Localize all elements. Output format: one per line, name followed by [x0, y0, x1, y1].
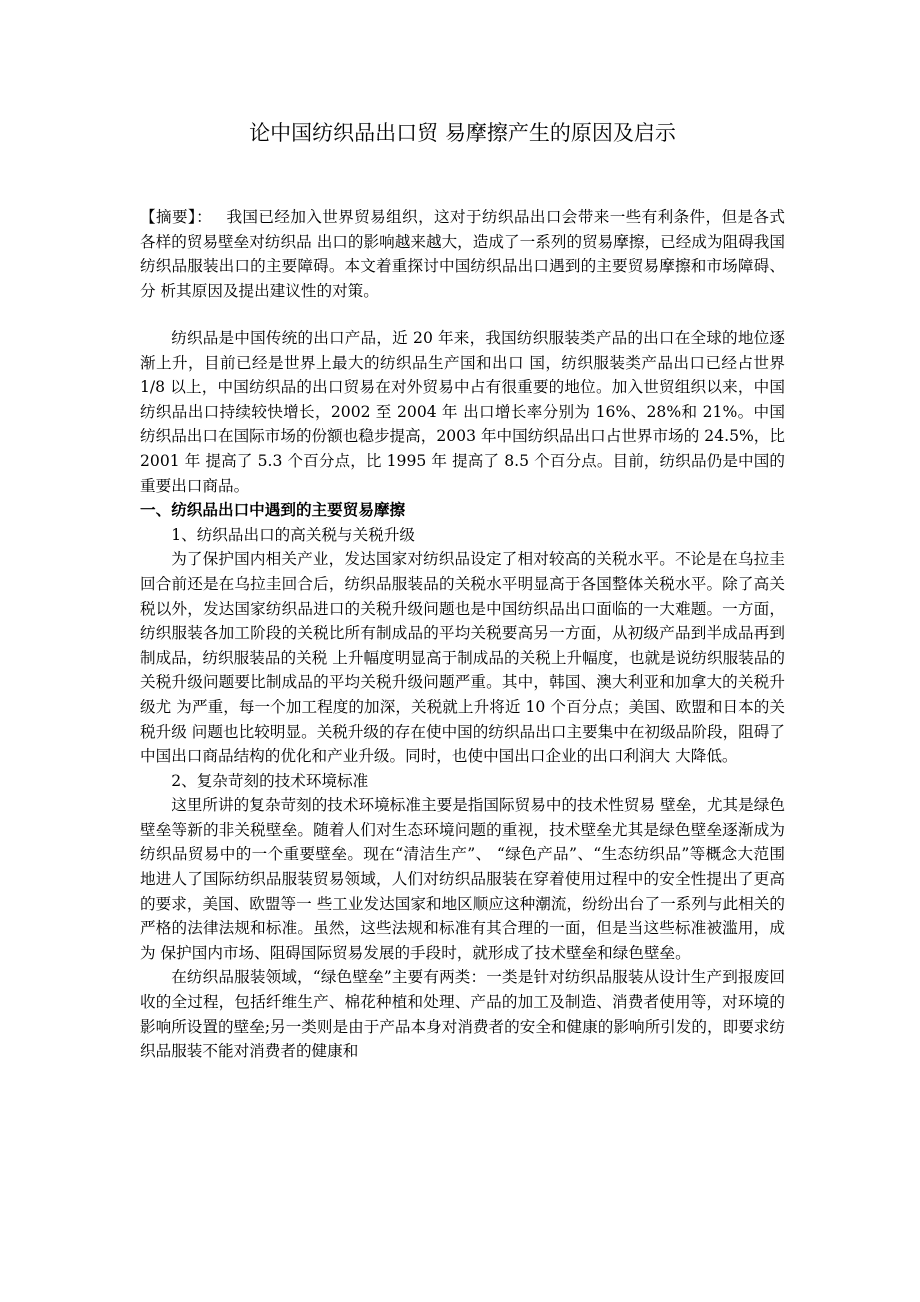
- section-heading: 一、纺织品出口中遇到的主要贸易摩擦: [140, 501, 406, 520]
- document-title: 论中国纺织品出口贸 易摩擦产生的原因及启示: [249, 121, 676, 145]
- green-barrier-paragraph: 在纺织品服装领域，“绿色壁垒”主要有两类：一类是针对纺织品服装从设计生产到报废回收的全过程，包括纤维生产、棉花种植和处理、产品的加工及制造、消费者使用等，对环境的影响所设置的壁垒;另一类则是由于产品本身对消费者的安全和健康的影响所引发的，即要求纺织品服装不能对消费者的健康和: [140, 968, 785, 1061]
- abstract-label: 【摘要】：: [140, 208, 213, 226]
- subsection-heading: 2、复杂苛刻的技术环境标准: [171, 771, 369, 790]
- document-body: [140, 326, 785, 1064]
- subsection-heading: 1、纺织品出口的高关税与关税升级: [171, 525, 416, 544]
- abstract-text: 我国已经加入世界贸易组织，这对于纺织品出口会带来一些有利条件，但是各式各样的贸易壁垒对纺织品 出口的影响越来越大，造成了一系列的贸易摩擦，已经成为阻碍我国纺织品服装出口的主要障碍。本文着重探讨中国纺织品出口遇到的主要贸易摩擦和市场障碍、分 析其原因及提出建议性的对策。: [140, 208, 785, 300]
- intro-paragraph: 纺织品是中国传统的出口产品，近 20 年来，我国纺织服装类产品的出口在全球的地位逐渐上升，目前已经是世界上最大的纺织品生产国和出口 国，纺织服装类产品出口已经占世界 1/8 以上，中国纺织品的出口贸易在对外贸易中占有很重要的地位。加入世贸组织以来，中国纺织品出口持续较快增长，2002 至 2004 年 出口增长率分别为 16%、28%和 21%。中国纺织品出口在国际市场的份额也稳步提高，2003 年中国纺织品出口占世界市场的 24.5%，比 2001 年 提高了 5.3 个百分点，比 1995 年 提高了 8.5 个百分点。目前，纺织品仍是中国的重要出口商品。: [140, 329, 785, 495]
- tariff-paragraph: 为了保护国内相关产业，发达国家对纺织品设定了相对较高的关税水平。不论是在乌拉圭回合前还是在乌拉圭回合后，纺织品服装品的关税水平明显高于各国整体关税水平。除了高关税以外，发达国家纺织品进口的关税升级问题也是中国纺织品出口面临的一大难题。一方面，纺织服装各加工阶段的关税比所有制成品的平均关税要高另一方面，从初级产品到半成品再到制成品，纺织服装品的关税 上升幅度明显高于制成品的关税上升幅度，也就是说纺织服装品的关税升级问题要比制成品的平均关税升级问题严重。其中，韩国、澳大利亚和加拿大的关税升级尤 为严重，每一个加工程度的加深，关税就上升将近 10 个百分点；美国、欧盟和日本的关税升级 问题也比较明显。关税升级的存在使中国的纺织品出口主要集中在初级品阶段，阻碍了中国出口商品结构的优化和产业升级。同时，也使中国出口企业的出口利润大 大降低。: [140, 550, 785, 766]
- abstract-paragraph: [140, 205, 785, 303]
- technical-barrier-paragraph: 这里所讲的复杂苛刻的技术环境标准主要是指国际贸易中的技术性贸易 壁垒，尤其是绿色壁垒等新的非关税壁垒。随着人们对生态环境问题的重视，技术壁垒尤其是绿色壁垒逐渐成为纺织品贸易中的一个重要壁垒。现在“清洁生产”、 “绿色产品”、“生态纺织品”等概念大范围地进人了国际纺织品服装贸易领域，人们对纺织品服装在穿着使用过程中的安全性提出了更高的要求，美国、欧盟等一 些工业发达国家和地区顺应这种潮流，纷纷出台了一系列与此相关的严格的法律法规和标准。虽然，这些法规和标准有其合理的一面，但是当这些标准被滥用，成为 保护国内市场、阻碍国际贸易发展的手段时，就形成了技术壁垒和绿色壁垒。: [140, 796, 785, 962]
